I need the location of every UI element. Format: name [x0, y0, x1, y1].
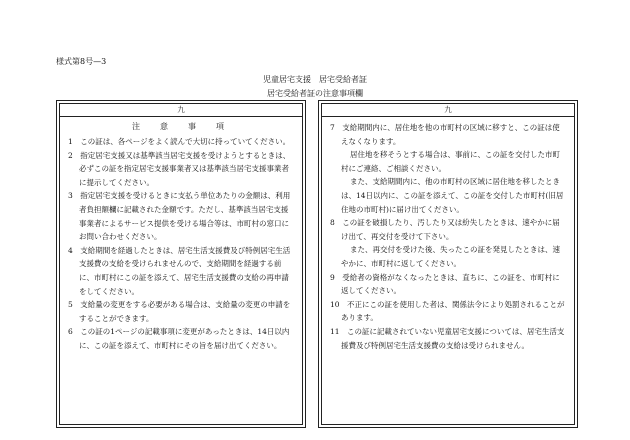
note-item-10: 10 不正にこの証を使用した者は、関係法令により処罰されることがあります。 [330, 299, 565, 323]
note-item-2: 2 指定居宅支援又は基準該当居宅支援を受けようとするときは、必ずこの証を指定居宅支援事業者又は基準該当居宅支援事業者に提示してください。 [68, 150, 291, 187]
form-subtitle: 居宅受給者証の注意事項欄 [267, 89, 363, 98]
form-number: 様式第8号—3 [56, 57, 107, 66]
note-item-5: 5 支給量の変更をする必要がある場合は、支給量の変更の申請をすることができます。 [68, 300, 291, 323]
note-item-7: 7 支給期間内に、居住地を他の市町村の区域に移すと、この証は使えなくなります。 [330, 123, 560, 146]
note-item-7-detail: 居住地を移そうとする場合は、事前に、この証を交付した市町村にご連絡、ご相談ください。 [341, 150, 560, 173]
left-panel-body [60, 117, 302, 353]
note-item-7-detail: また、支給期間内に、他の市町村の区域に居住地を移したときは、14日以内に、この証を添えて、この証を交付した市町村(旧居住地の市町村)に届け出てください。 [341, 177, 564, 214]
left-panel [56, 100, 306, 428]
form-title: 児童居宅支援 居宅受給者証 [263, 75, 367, 84]
left-panel-header: 九 [60, 104, 302, 117]
note-item-9: 9 受給者の資格がなくなったときは、直ちに、この証を、市町村に返してください。 [330, 272, 560, 296]
note-item-4: 4 支給期間を経過したときは、居宅生活支援費及び特例居宅生活支援費の支給を受けられませんので、支給期間を経過する前に、市町村にこの証を添えて、居宅生活支援費の支給の再申請をしてください。 [68, 245, 291, 296]
note-item-8: 8 この証を破損したり、汚したり又は紛失したときは、速やかに届け出て、再交付を受けて下さい。 [330, 218, 560, 241]
note-item-11: 11 この証に記載されていない児童居宅支援については、居宅生活支援費及び特例居宅生活支援費の支給は受けられません。 [330, 326, 565, 350]
right-panel-header: 九 [322, 104, 574, 117]
right-panel-body [322, 117, 574, 352]
note-item-1: 1 この証は、各ページをよく読んで大切に持っていてください。 [68, 137, 291, 146]
right-panel-frame [321, 103, 575, 425]
note-item-8-detail: また、再交付を受けた後、失ったこの証を発見したときは、速やかに、市町村に返してください。 [341, 245, 560, 268]
left-panel-frame [59, 103, 303, 425]
note-item-6: 6 この証の1ページの記載事項に変更があったときは、14日以内に、この証を添えて、市町村にその旨を届け出てください。 [68, 327, 290, 350]
notes-title: 注 意 事 項 [132, 122, 230, 131]
note-item-3: 3 指定居宅支援を受けるときに支払う単位あたりの金額は、利用者負担額欄に記載された金額です。ただし、基準該当居宅支援事業者によるサービス提供を受ける場合等は、市町村の窓口にお問い合わせください。 [68, 191, 291, 242]
right-panel [318, 100, 578, 428]
